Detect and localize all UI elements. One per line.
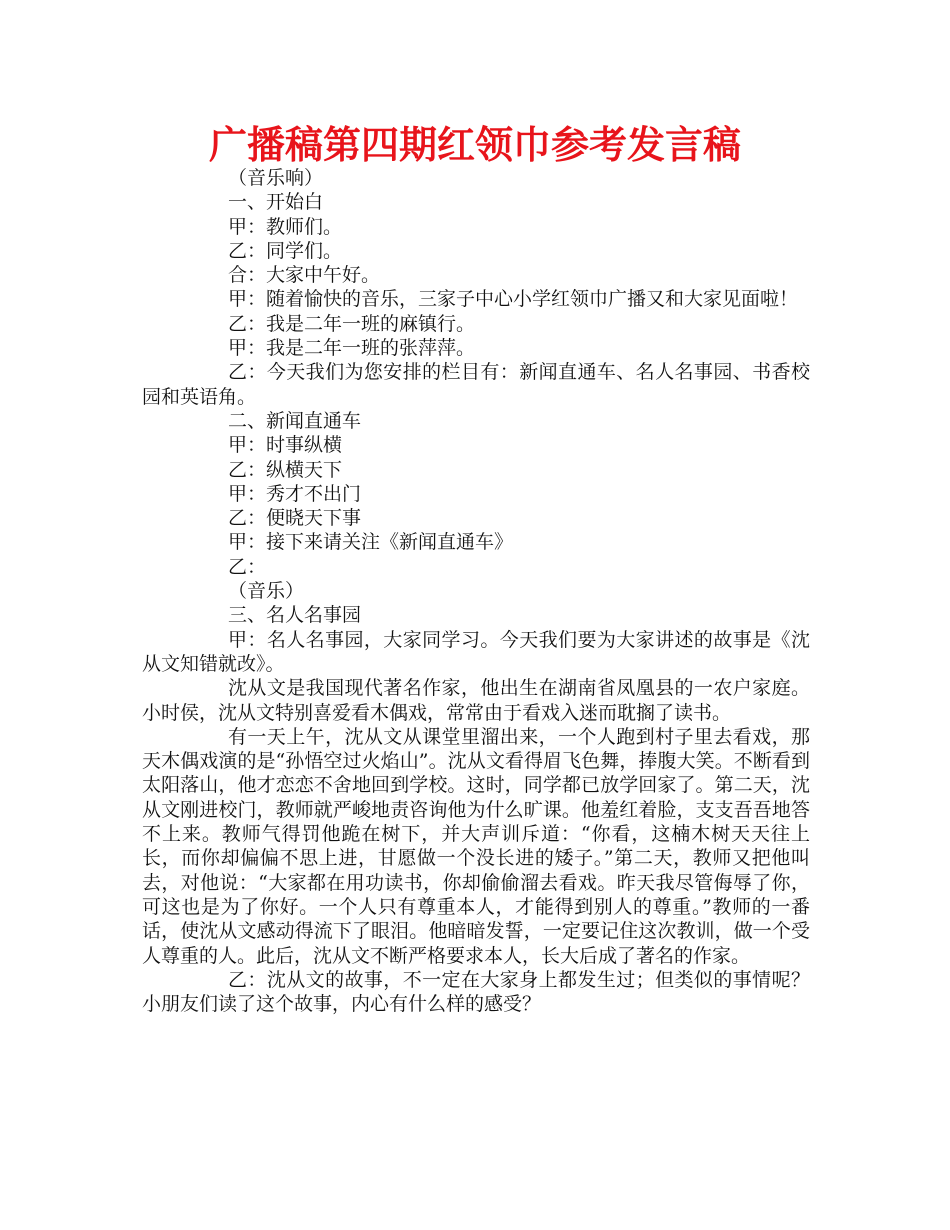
paragraph: 有一天上午，沈从文从课堂里溜出来，一个人跑到村子里去看戏，那天木偶戏演的是“孙悟空过火焰山”。沈从文看得眉飞色舞，捧腹大笑。不断看到太阳落山，他才恋恋不舍地回到学校。这时，同学都已放学回家了。第二天，沈从文刚进校门，教师就严峻地责咨询他为什么旷课。他羞红着脸，支支吾吾地答不上来。教师气得罚他跪在树下，并大声训斥道：“你看，这楠木树天天往上长，而你却偏偏不思上进，甘愿做一个没长进的矮子。”第二天，教师又把他叫去，对他说：“大家都在用功读书，你却偷偷溜去看戏。昨天我尽管侮辱了你，可这也是为了你好。一个人只有尊重本人，才能得到别人的尊重。”教师的一番话，使沈从文感动得流下了眼泪。他暗暗发誓，一定要记住这次教训，做一个受人尊重的人。此后，沈从文不断严格要求本人，长大后成了著名的作家。 <box>142 725 810 967</box>
paragraph: 甲：我是二年一班的张萍萍。 <box>228 337 476 360</box>
paragraph: 甲：教师们。 <box>228 215 343 238</box>
paragraph: 甲：时事纵横 <box>228 434 343 457</box>
paragraph: 二、新闻直通车 <box>228 409 362 432</box>
paragraph: 乙：今天我们为您安排的栏目有：新闻直通车、名人名事园、书香校园和英语角。 <box>142 361 810 408</box>
document-body <box>142 166 810 1016</box>
paragraph: 甲：随着愉快的音乐，三家子中心小学红领巾广播又和大家见面啦！ <box>228 288 799 311</box>
paragraph: 一、开始白 <box>228 191 324 214</box>
document-title: 广播稿第四期红领巾参考发言稿 <box>208 123 741 167</box>
paragraph: 乙： <box>228 555 267 578</box>
paragraph: 合：大家中午好。 <box>228 264 381 287</box>
paragraph: 沈从文是我国现代著名作家，他出生在湖南省凤凰县的一农户家庭。小时侯，沈从文特别喜爱看木偶戏，常常由于看戏入迷而耽搁了读书。 <box>142 677 810 724</box>
paragraph: 甲：秀才不出门 <box>228 482 362 505</box>
paragraph: 乙：我是二年一班的麻镇行。 <box>228 312 476 335</box>
paragraph: （音乐响） <box>228 167 324 189</box>
paragraph: 乙：纵横天下 <box>228 458 343 481</box>
paragraph: 三、名人名事园 <box>228 604 362 627</box>
paragraph: 甲：接下来请关注《新闻直通车》 <box>228 531 514 554</box>
paragraph: 乙：同学们。 <box>228 239 343 262</box>
paragraph: 乙：便晓天下事 <box>228 507 362 530</box>
paragraph: （音乐） <box>228 580 305 603</box>
paragraph: 乙：沈从文的故事，不一定在大家身上都发生过；但类似的事情呢？小朋友们读了这个故事，内心有什么样的感受？ <box>142 968 810 1016</box>
paragraph: 甲：名人名事园，大家同学习。今天我们要为大家讲述的故事是《沈从文知错就改》。 <box>142 628 810 675</box>
